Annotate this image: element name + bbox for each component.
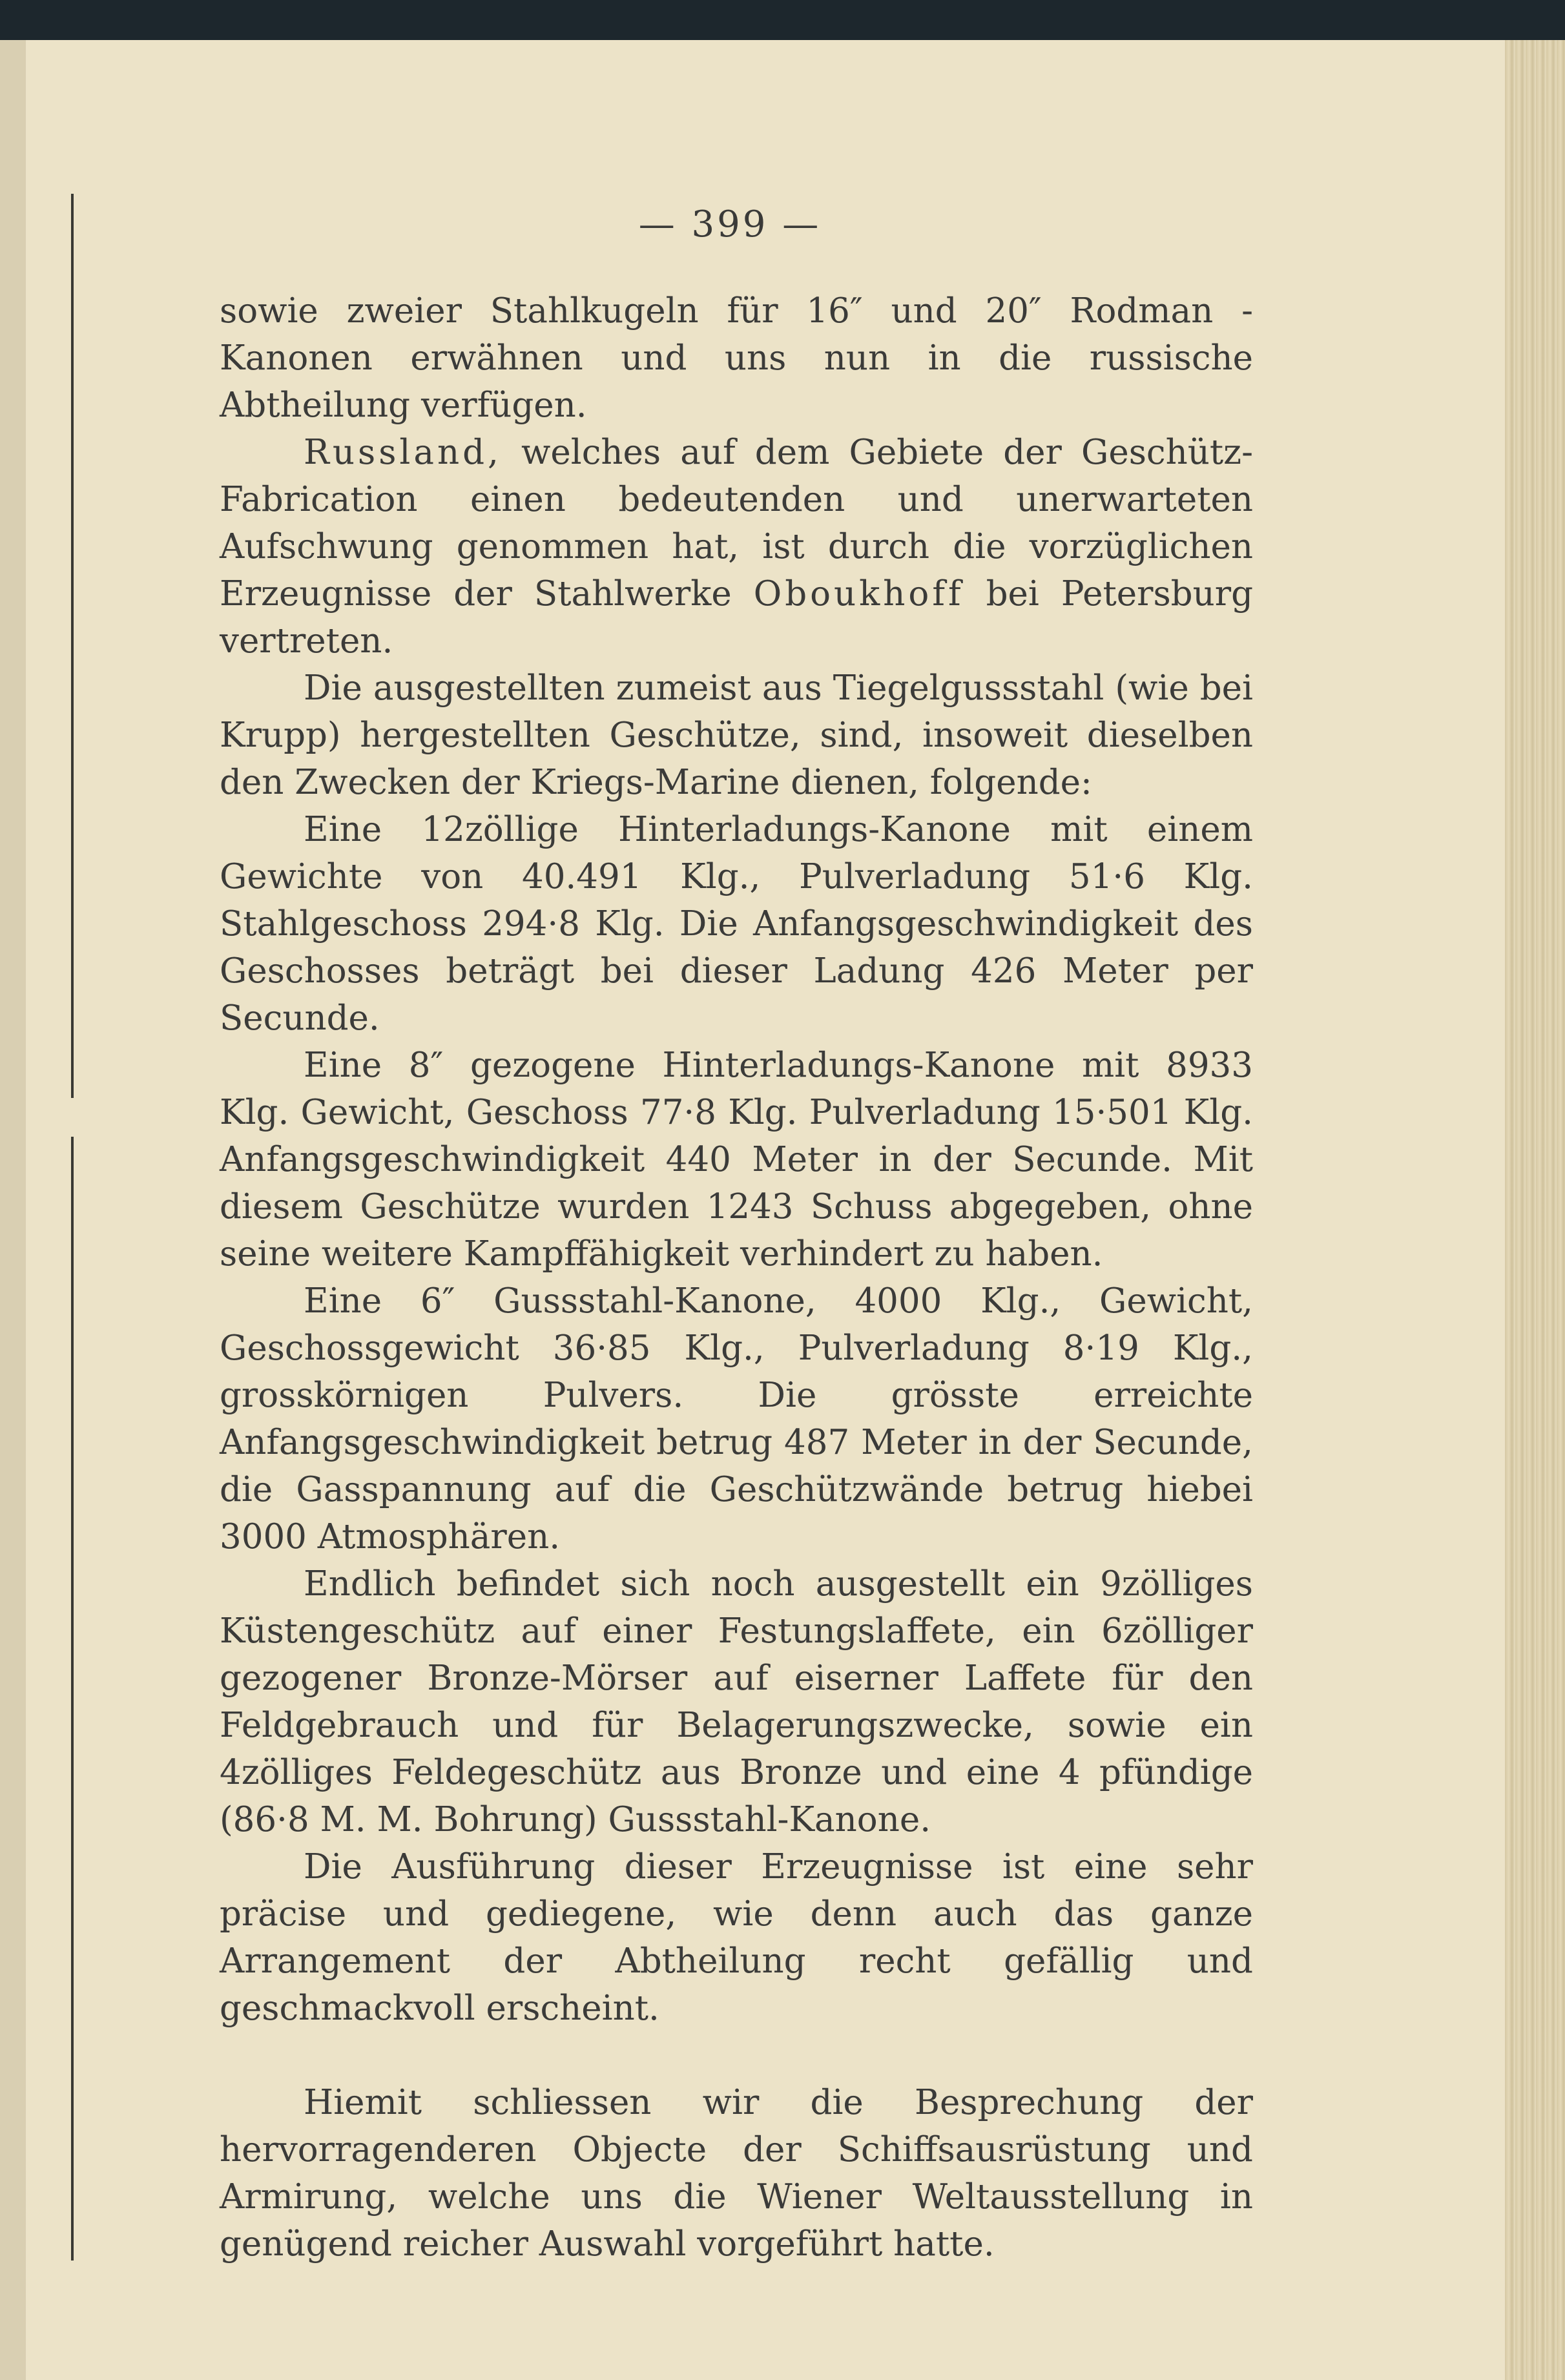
paragraph-2	[220, 429, 1253, 665]
page-stack-edge	[1505, 40, 1565, 2380]
paragraph-1: sowie zweier Stahlkugeln für 16″ und 20″ Rodman - Kanonen erwähnen und uns nun in die russische Abtheilung verfügen.	[220, 291, 1253, 425]
paragraph-6: Eine 6″ Gussstahl-Kanone, 4000 Klg., Gewicht, Geschossgewicht 36·85 Klg., Pulverladung 8·19 Klg., grosskörnigen Pulvers. Die grösste erreichte Anfangsgeschwindigkeit betrug 487 Meter in der Secunde, die Gasspannung auf die Geschützwände betrug hiebei 3000 Atmosphären.	[220, 1281, 1253, 1557]
paragraph-2-tail: bei Petersburg vertreten.	[220, 574, 1254, 661]
paragraph-2-text: welches auf dem Gebiete der Geschütz-Fabrication einen bedeutenden und unerwarteten Aufschwung genommen hat, ist durch die vorzüglichen Erzeugnisse der Stahlwerke	[220, 433, 1253, 614]
spaced-word-oboukhoff: Oboukhoff	[753, 574, 964, 614]
paragraph-8: Die Ausführung dieser Erzeugnisse ist eine sehr präcise und gediegene, wie denn auch das ganze Arrangement der Abtheilung recht gefällig und geschmackvoll erscheint.	[220, 1847, 1253, 2028]
body-text	[220, 287, 1253, 2268]
paragraph-4: Eine 12zöllige Hinterladungs-Kanone mit einem Gewichte von 40.491 Klg., Pulverladung 51·6 Klg. Stahlgeschoss 294·8 Klg. Die Anfangsgeschwindigkeit des Geschosses beträgt bei dieser Ladung 426 Meter per Secunde.	[220, 810, 1253, 1038]
paragraph-9: Hiemit schliessen wir die Besprechung der hervorragenderen Objecte der Schiffsausrüstung und Armirung, welche uns die Wiener Weltausstellung in genügend reicher Auswahl vorgeführt hatte.	[220, 2083, 1253, 2264]
paragraph-5: Eine 8″ gezogene Hinterladungs-Kanone mit 8933 Klg. Gewicht, Geschoss 77·8 Klg. Pulverladung 15·501 Klg. Anfangsgeschwindigkeit 440 Meter in der Secunde. Mit diesem Geschütze wurden 1243 Schuss abgegeben, ohne seine weitere Kampffähigkeit verhindert zu haben.	[220, 1046, 1253, 1274]
binding-line-upper	[71, 194, 74, 1098]
paragraph-3: Die ausgestellten zumeist aus Tiegelgussstahl (wie bei Krupp) hergestellten Geschütze, sind, insoweit dieselben den Zwecken der Kriegs-Marine dienen, folgende:	[220, 668, 1253, 802]
scan-top-edge	[0, 0, 1565, 45]
binding-line-lower	[71, 1137, 74, 2261]
paragraph-7: Endlich befindet sich noch ausgestellt ein 9zölliges Küstengeschütz auf einer Festungslaffete, ein 6zölliger gezogener Bronze-Mörser auf eiserner Laffete für den Feldgebrauch und für Belagerungszwecke, sowie ein 4zölliges Feldegeschütz aus Bronze und eine 4 pfündige (86·8 M. M. Bohrung) Gussstahl-Kanone.	[220, 1564, 1253, 1839]
spaced-word-russland: Russland,	[304, 433, 502, 472]
page-number: — 399 —	[638, 203, 822, 245]
